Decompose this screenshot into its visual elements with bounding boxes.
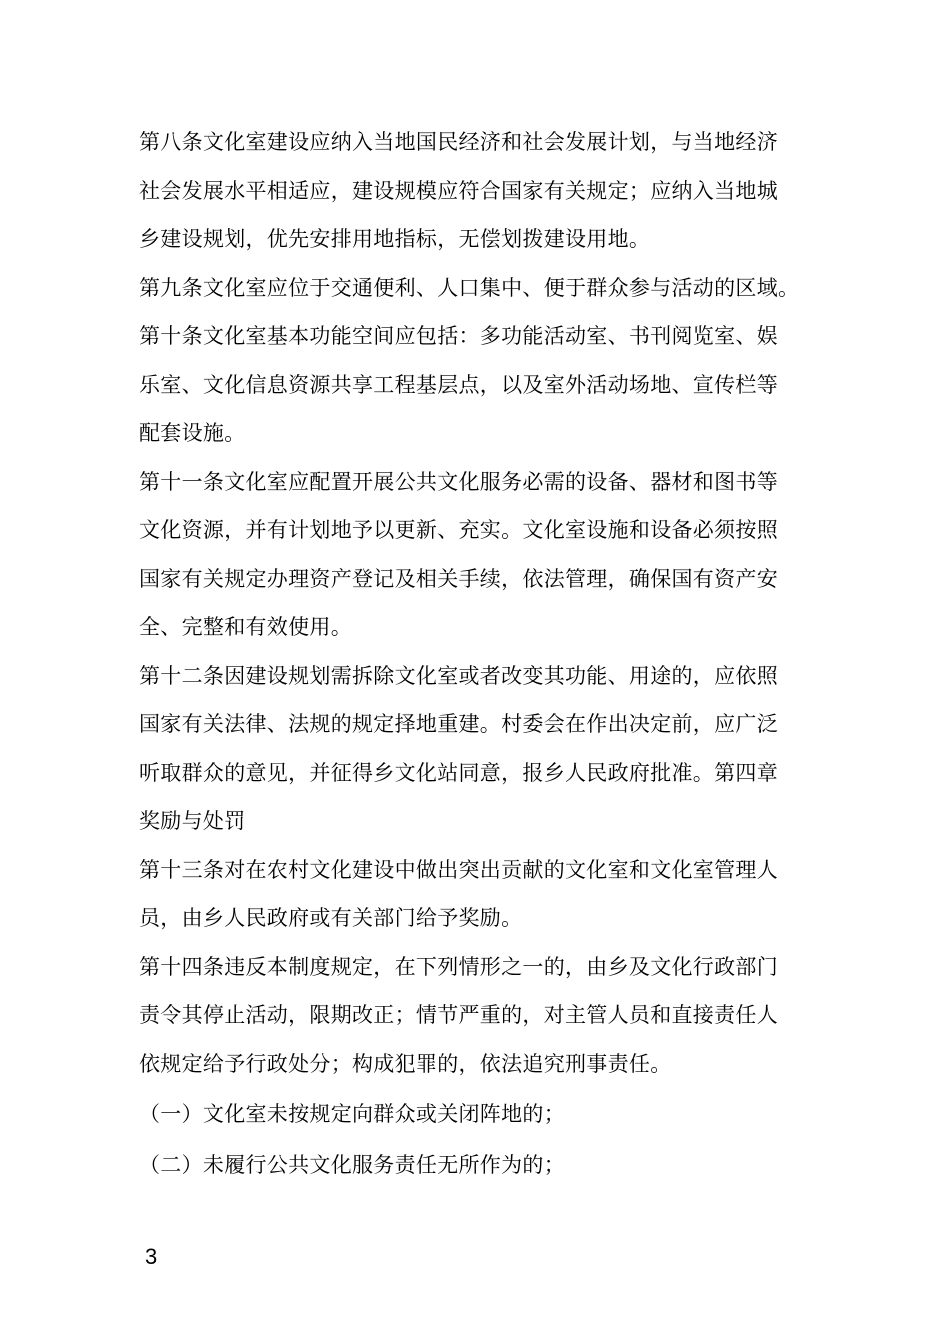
document-body [139, 118, 823, 1189]
text-line: 全、完整和有效使用。 [139, 615, 352, 639]
text-line: 国家有关法律、法规的规定择地重建。村委会在作出决定前，应广泛 [139, 712, 778, 736]
article-9 [139, 264, 823, 313]
article-8 [139, 118, 823, 264]
text-line: 乡建设规划，优先安排用地指标，无偿划拨建设用地。 [139, 227, 651, 251]
article-13 [139, 846, 823, 943]
text-line: 第十一条文化室应配置开展公共文化服务必需的设备、器材和图书等 [139, 469, 778, 494]
list-item-1: （一）文化室未按规定向群众或关闭阵地的； [139, 1102, 565, 1126]
text-line: 乐室、文化信息资源共享工程基层点，以及室外活动场地、宣传栏等 [139, 372, 778, 397]
article-14 [139, 943, 823, 1089]
text-line: 社会发展水平相适应，建设规模应符合国家有关规定；应纳入当地城 [139, 178, 778, 203]
text-line: 第十二条因建设规划需拆除文化室或者改变其功能、用途的，应依照 [139, 663, 778, 688]
article-10 [139, 312, 823, 458]
page-number: 3 [145, 1244, 158, 1269]
text-line: 责令其停止活动，限期改正；情节严重的，对主管人员和直接责任人 [139, 1003, 778, 1027]
text-line: 配套设施。 [139, 421, 246, 445]
article-11 [139, 458, 823, 652]
text-line: 第八条文化室建设应纳入当地国民经济和社会发展计划，与当地经济 [139, 130, 778, 154]
text-line: 听取群众的意见，并征得乡文化站同意，报乡人民政府批准。第四章 [139, 760, 778, 785]
text-line: 第十条文化室基本功能空间应包括：多功能活动室、书刊阅览室、娱 [139, 324, 778, 348]
text-line: 文化资源，并有计划地予以更新、充实。文化室设施和设备必须按照 [139, 518, 778, 542]
article-12 [139, 652, 823, 846]
text-line: 奖励与处罚 [139, 809, 246, 833]
text-line: 依规定给予行政处分；构成犯罪的，依法追究刑事责任。 [139, 1051, 672, 1076]
list-item-2: （二）未履行公共文化服务责任无所作为的； [139, 1152, 565, 1177]
text-line: 国家有关规定办理资产登记及相关手续，依法管理，确保国有资产安 [139, 566, 778, 591]
text-line: 员，由乡人民政府或有关部门给予奖励。 [139, 906, 523, 930]
text-line: 第十四条违反本制度规定，在下列情形之一的，由乡及文化行政部门 [139, 954, 778, 979]
text-line: 第十三条对在农村文化建设中做出突出贡献的文化室和文化室管理人 [139, 857, 778, 882]
text-line: 第九条文化室应位于交通便利、人口集中、便于群众参与活动的区域。 [139, 275, 800, 300]
